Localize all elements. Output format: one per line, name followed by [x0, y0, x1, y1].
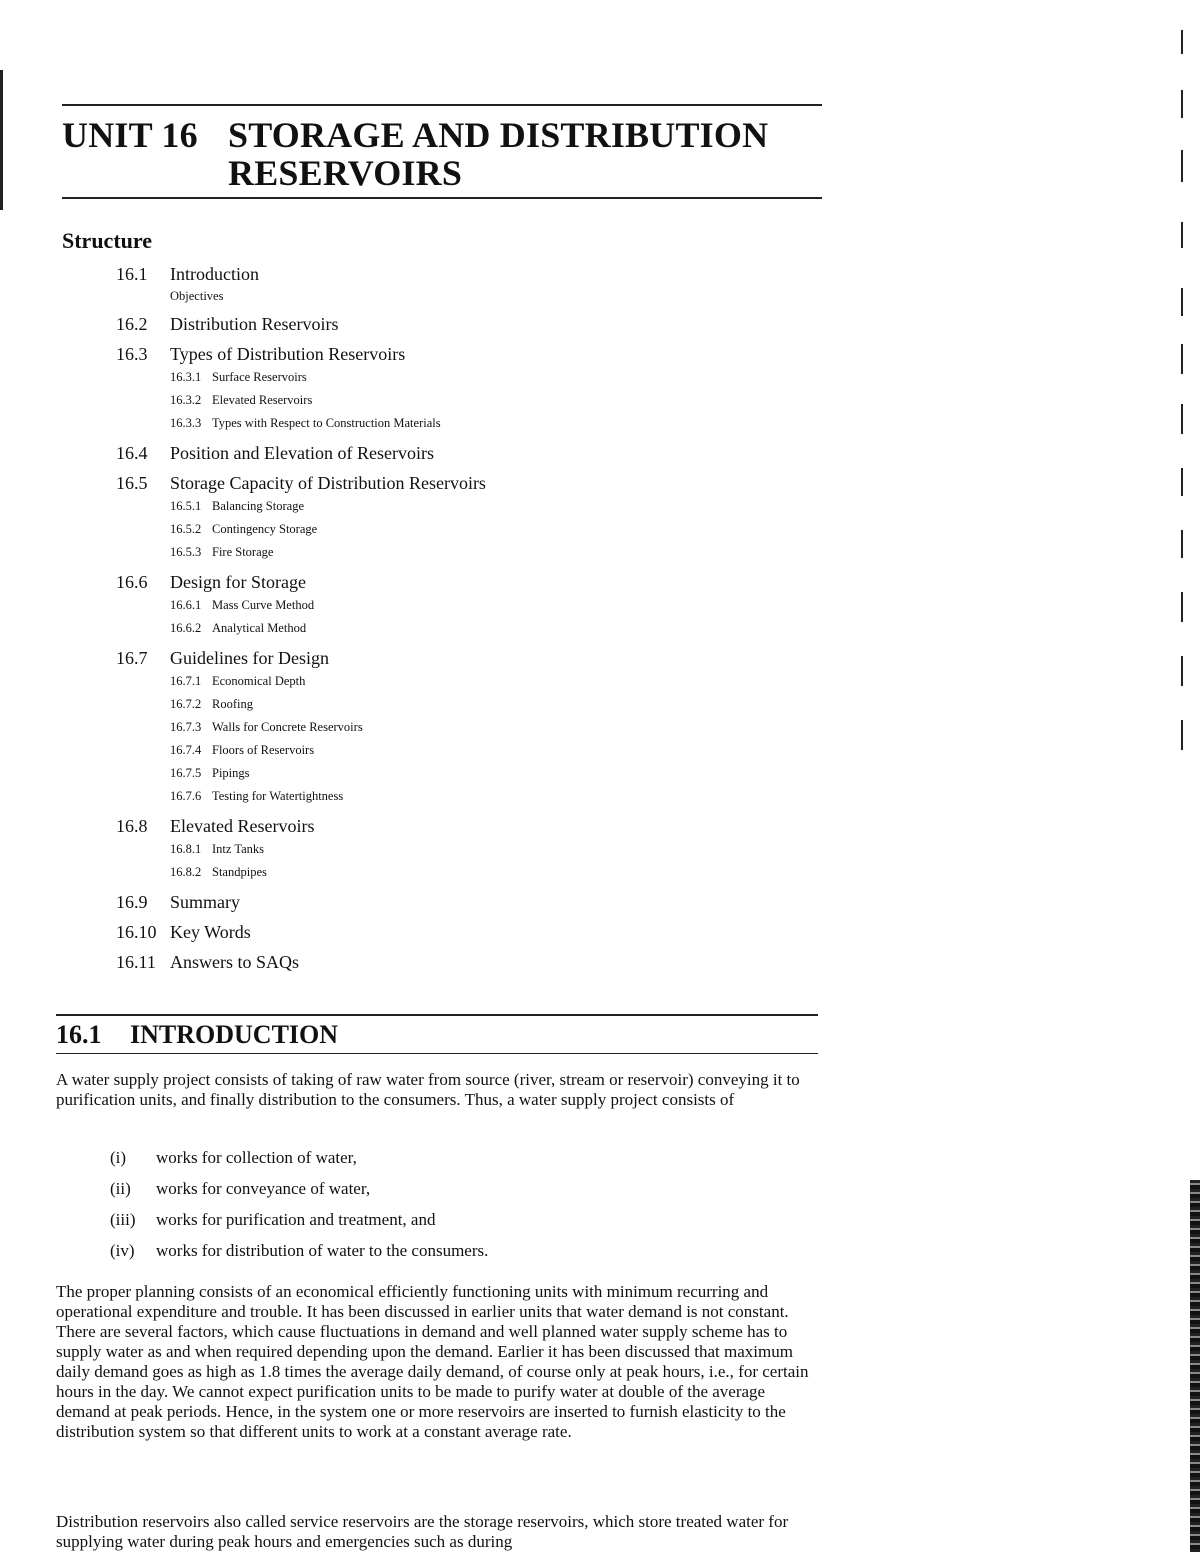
toc-subentry-number: 16.7.3: [170, 720, 202, 734]
toc-subentry-number: 16.7.5: [170, 766, 202, 780]
toc-item: [116, 920, 676, 944]
toc-subentry: [116, 762, 676, 785]
toc-entry-number: 16.10: [116, 922, 157, 942]
toc-entry: [116, 441, 676, 465]
section-top-rule: [56, 1014, 818, 1016]
section-number: 16.1: [56, 1020, 102, 1049]
toc-item: [116, 646, 676, 808]
section-heading: [56, 1020, 338, 1050]
unit-title-line2: RESERVOIRS: [228, 153, 463, 193]
margin-mark: [1181, 222, 1183, 248]
toc-entry: [116, 342, 676, 366]
toc-subentry-label: Mass Curve Method: [212, 598, 315, 612]
structure-heading: Structure: [62, 228, 153, 253]
margin-mark: [1181, 404, 1183, 434]
toc-subentry-number: 16.6.1: [170, 598, 202, 612]
toc-subentry: [116, 693, 676, 716]
toc-entry-label: Key Words: [170, 922, 251, 942]
toc-subentry-label: Roofing: [212, 697, 253, 711]
toc-subentry: [116, 670, 676, 693]
toc-entry: [116, 646, 676, 670]
toc-subentry-label: Walls for Concrete Reservoirs: [212, 720, 363, 734]
toc-entry-label: Design for Storage: [170, 572, 306, 592]
list-text: works for distribution of water to the consumers.: [156, 1241, 489, 1260]
toc-entry: [116, 920, 676, 944]
toc-subentry-number: 16.3.3: [170, 416, 202, 430]
margin-mark: [1181, 288, 1183, 316]
list-item: [110, 1179, 488, 1199]
toc-entry-number: 16.5: [116, 473, 148, 493]
toc-subentry: [116, 861, 676, 884]
toc-item: [116, 471, 676, 564]
toc-subentry: [116, 785, 676, 808]
toc-entry: [116, 890, 676, 914]
toc-subentry-number: 16.5.3: [170, 545, 202, 559]
margin-mark: [1181, 150, 1183, 182]
margin-mark: [1181, 592, 1183, 622]
toc-entry-label: Elevated Reservoirs: [170, 816, 315, 836]
toc-entry: [116, 814, 676, 838]
list-marker: (iv): [110, 1241, 135, 1260]
toc-subentry-label: Pipings: [212, 766, 250, 780]
margin-mark: [1181, 90, 1183, 118]
toc-entry-number: 16.4: [116, 443, 148, 463]
toc-subentry-label: Standpipes: [212, 865, 267, 879]
toc-subentry-number: 16.3.2: [170, 393, 202, 407]
intro-list: [110, 1148, 488, 1272]
toc-entry-number: 16.2: [116, 314, 148, 334]
toc-subentry-number: 16.5.2: [170, 522, 202, 536]
toc-entry-number: 16.9: [116, 892, 148, 912]
toc-subentry-number: 16.8.2: [170, 865, 202, 879]
toc-entry-label: Distribution Reservoirs: [170, 314, 339, 334]
toc-subentry-number: 16.3.1: [170, 370, 202, 384]
toc-entry-number: 16.3: [116, 344, 148, 364]
toc-subentry-label: Fire Storage: [212, 545, 274, 559]
toc-subentry-label: Types with Respect to Construction Materials: [212, 416, 441, 430]
intro-paragraph-1: A water supply project consists of taking of raw water from source (river, stream or reservoir) conveying it to purification units, and finally distribution to the consumers. Thus, a water supply project consists of: [56, 1070, 800, 1109]
toc-note: Objectives: [170, 289, 224, 303]
toc-subentry: [116, 716, 676, 739]
unit-number: UNIT 16: [62, 115, 198, 155]
list-text: works for purification and treatment, and: [156, 1210, 436, 1229]
toc-subentry-number: 16.6.2: [170, 621, 202, 635]
toc-subentry-number: 16.7.4: [170, 743, 202, 757]
toc-subentry: [116, 518, 676, 541]
toc-subentry: [116, 541, 676, 564]
toc-entry-number: 16.11: [116, 952, 156, 972]
list-marker: (ii): [110, 1179, 131, 1198]
toc-subentry: [116, 389, 676, 412]
toc-entry-number: 16.8: [116, 816, 148, 836]
toc-item: [116, 950, 676, 974]
margin-mark: [1181, 530, 1183, 558]
toc-subentry-number: 16.5.1: [170, 499, 202, 513]
toc-subentry-label: Intz Tanks: [212, 842, 265, 856]
toc-entry-label: Answers to SAQs: [170, 952, 300, 972]
toc-subentry-label: Balancing Storage: [212, 499, 304, 513]
margin-mark: [1181, 468, 1183, 496]
list-text: works for conveyance of water,: [156, 1179, 371, 1198]
intro-paragraph-3: Distribution reservoirs also called service reservoirs are the storage reservoirs, which store treated water for supplying water during peak hours and emergencies such as during: [56, 1512, 789, 1551]
toc-entry-label: Introduction: [170, 264, 259, 284]
toc-subentry: [116, 838, 676, 861]
toc-subentry: [116, 594, 676, 617]
toc-subentry-label: Floors of Reservoirs: [212, 743, 315, 757]
margin-mark: [1181, 656, 1183, 686]
margin-mark: [1181, 30, 1183, 54]
section-bottom-rule: [56, 1053, 818, 1054]
toc-item: [116, 814, 676, 884]
toc-item: [116, 342, 676, 435]
toc-item: [116, 441, 676, 465]
toc-item: [116, 890, 676, 914]
list-text: works for collection of water,: [156, 1148, 357, 1167]
margin-mark: [1181, 720, 1183, 750]
toc-item: [116, 570, 676, 640]
toc-subentry: [116, 412, 676, 435]
toc-entry-number: 16.7: [116, 648, 148, 668]
list-item: [110, 1241, 488, 1261]
toc-subentry-number: 16.7.2: [170, 697, 202, 711]
list-item: [110, 1148, 488, 1168]
toc-subentry-number: 16.7.1: [170, 674, 202, 688]
toc-subentry-label: Testing for Watertightness: [212, 789, 344, 803]
toc-item: [116, 262, 676, 306]
toc-subentry-number: 16.8.1: [170, 842, 202, 856]
toc-entry: [116, 570, 676, 594]
margin-mark: [1181, 344, 1183, 374]
toc-subentry: [116, 617, 676, 640]
toc-subentry-label: Economical Depth: [212, 674, 306, 688]
table-of-contents: [116, 262, 676, 980]
toc-subentry-label: Surface Reservoirs: [212, 370, 307, 384]
section-title: INTRODUCTION: [130, 1020, 339, 1049]
list-marker: (iii): [110, 1210, 136, 1229]
toc-entry-label: Guidelines for Design: [170, 648, 329, 668]
toc-subentry-label: Contingency Storage: [212, 522, 318, 536]
toc-entry: [116, 312, 676, 336]
toc-subentry: [116, 495, 676, 518]
left-edge-mark: [0, 70, 3, 210]
toc-subentry: [116, 366, 676, 389]
toc-entry-label: Summary: [170, 892, 240, 912]
toc-entry-number: 16.1: [116, 264, 148, 284]
toc-item: [116, 312, 676, 336]
toc-entry: [116, 471, 676, 495]
toc-subentry-number: 16.7.6: [170, 789, 202, 803]
toc-entry: [116, 262, 676, 286]
list-marker: (i): [110, 1148, 127, 1167]
toc-entry-label: Position and Elevation of Reservoirs: [170, 443, 434, 463]
title-bottom-rule: [62, 197, 822, 199]
title-top-rule: [62, 104, 822, 106]
list-item: [110, 1210, 488, 1230]
toc-entry: [116, 950, 676, 974]
toc-subentry-label: Elevated Reservoirs: [212, 393, 313, 407]
toc-entry-label: Types of Distribution Reservoirs: [170, 344, 406, 364]
scan-edge: [1190, 1180, 1200, 1552]
toc-subentry-label: Analytical Method: [212, 621, 307, 635]
toc-subentry: [116, 739, 676, 762]
unit-title-line1: STORAGE AND DISTRIBUTION: [228, 115, 769, 155]
toc-entry-number: 16.6: [116, 572, 148, 592]
toc-entry-label: Storage Capacity of Distribution Reservoirs: [170, 473, 486, 493]
intro-paragraph-2: The proper planning consists of an economical efficiently functioning units with minimum recurring and operational expenditure and trouble. It has been discussed in earlier units that water demand is not constant. There are several factors, which cause fluctuations in demand and well planned water supply scheme has to supply water as and when required depending upon the demand. Earlier it has been discussed that maximum daily demand goes as high as 1.8 times the average daily demand, of course only at peak hours, i.e., for certain hours in the day. We cannot expect purification units to be made to purify water at double of the average demand at peak periods. Hence, in the system one or more reservoirs are inserted to furnish elasticity to the distribution system so that different units to work at a constant average rate.: [56, 1282, 809, 1441]
